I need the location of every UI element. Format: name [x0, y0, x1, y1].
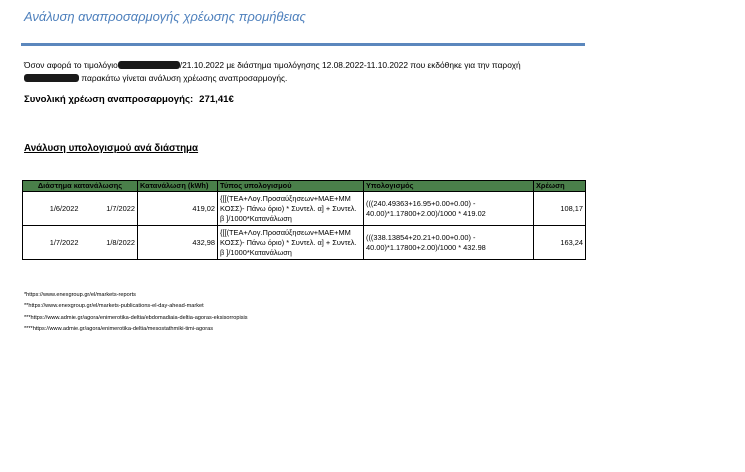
cell-consumption: 419,02: [138, 192, 218, 226]
cell-charge: 163,24: [534, 226, 586, 260]
reference-link[interactable]: ***https://www.admie.gr/agora/enimerotika-deltia/ebdomadiaia-deltia-agoras-eksisorropisis: [24, 314, 248, 321]
title-rule: [21, 43, 585, 46]
cell-calculation: (((338.13854+20.21+0.00+0.00) - 40.00)*1.17800+2.00)/1000 * 432.98: [364, 226, 534, 260]
table-row: [23, 226, 586, 260]
header-charge: Χρέωση: [534, 181, 586, 192]
total-value: 271,41€: [199, 94, 234, 105]
cell-from: 1/6/2022: [23, 192, 81, 226]
table-header-row: [23, 181, 586, 192]
references-list: [24, 290, 248, 336]
cell-to: 1/8/2022: [81, 226, 138, 260]
intro-paragraph: [24, 59, 584, 84]
redacted-invoice-number: [118, 61, 180, 69]
header-consumption: Κατανάλωση (kWh): [138, 181, 218, 192]
header-calc-type: Τύπος υπολογισμού: [218, 181, 364, 192]
calculation-table: [22, 180, 586, 260]
section-title: Ανάλυση υπολογισμού ανά διάστημα: [24, 143, 199, 154]
header-calculation: Υπολογισμός: [364, 181, 534, 192]
header-interval: Διάστημα κατανάλωσης: [23, 181, 138, 192]
cell-from: 1/7/2022: [23, 226, 81, 260]
table-row: [23, 192, 586, 226]
total-charge: [24, 94, 234, 105]
cell-charge: 108,17: [534, 192, 586, 226]
intro-text-1: Όσον αφορά το τιμολόγιο: [24, 60, 118, 70]
intro-text-2: /21.10.2022 με διάστημα τιμολόγησης 12.08.2022-11.10.2022 που εκδόθηκε για την παροχή: [179, 60, 521, 70]
cell-calc-type: {[[(ΤΕΑ+Λογ.Προσαύξησεων+ΜΑΕ+ΜΜ ΚΟΣΣ)- Πάνω όριο) * Συντελ. α] + Συντελ. β ]/1000*Κατανάλωση: [218, 192, 364, 226]
cell-calc-type: {[[(ΤΕΑ+Λογ.Προσαύξησεων+ΜΑΕ+ΜΜ ΚΟΣΣ)- Πάνω όριο) * Συντελ. α] + Συντελ. β ]/1000*Κατανάλωση: [218, 226, 364, 260]
reference-link[interactable]: *https://www.enexgroup.gr/el/markets-reports: [24, 292, 136, 298]
document-title: Ανάλυση αναπροσαρμογής χρέωσης προμήθειας: [24, 9, 306, 24]
reference-link[interactable]: ****https://www.admie.gr/agora/enimerotika-deltia/mesostathmiki-timi-agoras: [24, 326, 214, 333]
cell-to: 1/7/2022: [81, 192, 138, 226]
cell-calculation: (((240.49363+16.95+0.00+0.00) - 40.00)*1.17800+2.00)/1000 * 419.02: [364, 192, 534, 226]
intro-text-3: παρακάτω γίνεται ανάλυση χρέωσης αναπροσαρμογής.: [81, 72, 288, 83]
reference-link[interactable]: **https://www.enexgroup.gr/el/markets-publications-el-day-ahead-market: [24, 303, 204, 310]
total-label: Συνολική χρέωση αναπροσαρμογής:: [24, 94, 194, 105]
redacted-supply-number: [24, 74, 79, 82]
cell-consumption: 432,98: [138, 226, 218, 260]
